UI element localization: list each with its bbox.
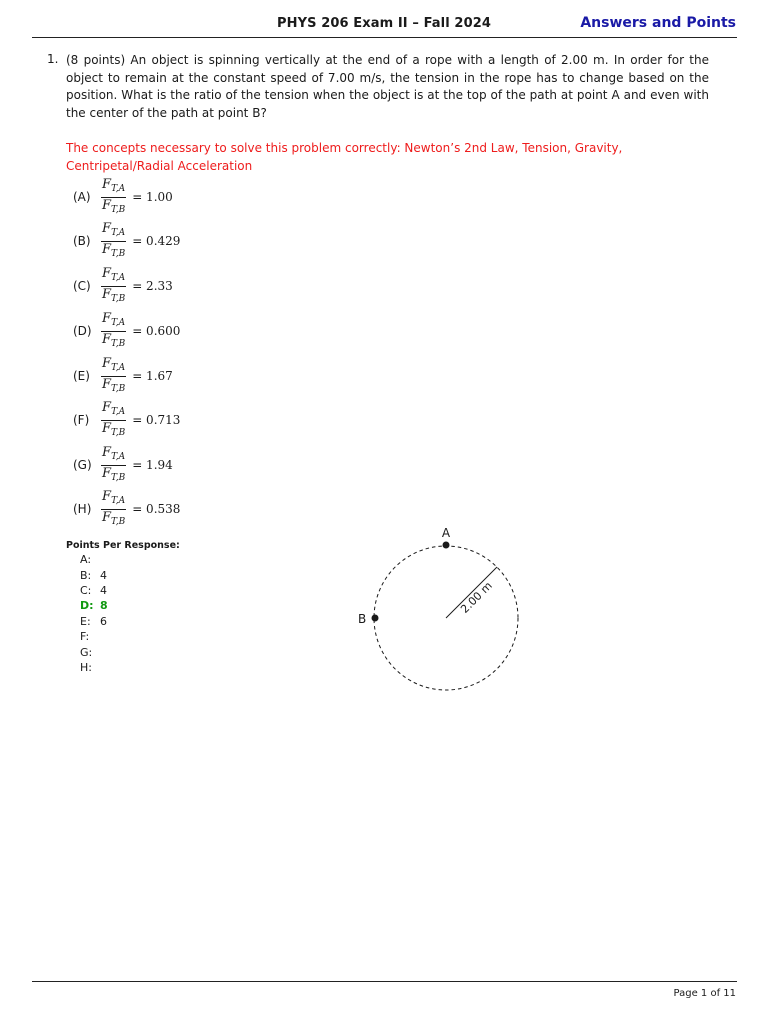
choice-e (73, 357, 173, 395)
question-number: 1. (47, 52, 59, 66)
exam-title: PHYS 206 Exam II – Fall 2024 (276, 16, 492, 31)
point-b-dot (372, 615, 379, 622)
choice-c (73, 267, 173, 305)
tension-ratio-fraction: $\frac{F_{T,A}}{F_{T,B}}$ (102, 399, 126, 438)
tension-ratio-fraction: $\frac{F_{T,A}}{F_{T,B}}$ (102, 265, 126, 304)
choice-value: = 0.429 (132, 234, 181, 248)
choice-label: (C) (73, 279, 91, 293)
page-number: Page 1 of 11 (673, 988, 736, 999)
points-row-d-correct: D: 8 (80, 599, 108, 612)
points-row-f: F: (80, 630, 90, 643)
points-row-b: B: 4 (80, 569, 107, 582)
footer-divider (32, 981, 737, 982)
choice-d (73, 312, 180, 350)
point-a-dot (443, 542, 450, 549)
points-row-c: C: 4 (80, 584, 107, 597)
choice-label: (G) (73, 458, 92, 472)
choice-label: (A) (73, 190, 91, 204)
choice-value: = 0.538 (132, 502, 181, 516)
tension-ratio-fraction: $\frac{F_{T,A}}{F_{T,B}}$ (102, 220, 126, 259)
choice-b (73, 222, 180, 260)
choice-value: = 0.600 (132, 324, 181, 338)
point-a-label: A (441, 526, 451, 540)
answers-and-points-label: Answers and Points (580, 15, 736, 31)
tension-ratio-fraction: $\frac{F_{T,A}}{F_{T,B}}$ (102, 444, 126, 483)
choice-label: (D) (73, 324, 92, 338)
choice-value: = 1.67 (132, 369, 173, 383)
choice-label: (F) (73, 413, 90, 427)
point-b-label: B (358, 612, 367, 626)
choice-a (73, 178, 173, 216)
choice-value: = 1.00 (132, 190, 173, 204)
points-row-a: A: (80, 553, 92, 566)
points-row-h: H: (80, 661, 92, 674)
concepts-note: The concepts necessary to solve this problem correctly: Newton’s 2nd Law, Tension, Gravity, Centripetal/Radial Acceleration (66, 141, 623, 173)
choice-label: (B) (73, 234, 91, 248)
choice-value: = 2.33 (132, 279, 173, 293)
choice-g (73, 446, 173, 484)
choice-value: = 0.713 (132, 413, 181, 427)
header-divider (32, 37, 737, 38)
question-text: (8 points) An object is spinning vertically at the end of a rope with a length of 2.00 m. In order for the object to remain at the constant speed of 7.00 m/s, the tension in the rope has to change based on the position. What is the ratio of the tension when the object is at the top of the path at point A and even with the center of the path at point B? (66, 53, 709, 120)
points-row-e: E: 6 (80, 615, 107, 628)
choice-value: = 1.94 (132, 458, 173, 472)
tension-ratio-fraction: $\frac{F_{T,A}}{F_{T,B}}$ (102, 488, 126, 527)
choice-label: (H) (73, 502, 92, 516)
radius-label: 2.00 m (458, 579, 495, 616)
tension-ratio-fraction: $\frac{F_{T,A}}{F_{T,B}}$ (102, 355, 126, 394)
choice-label: (E) (73, 369, 90, 383)
tension-ratio-fraction: $\frac{F_{T,A}}{F_{T,B}}$ (102, 176, 126, 215)
choice-f (73, 401, 180, 439)
points-row-g: G: (80, 646, 93, 659)
points-per-response-title: Points Per Response: (66, 540, 180, 551)
tension-ratio-fraction: $\frac{F_{T,A}}{F_{T,B}}$ (102, 310, 126, 349)
circular-path-diagram (340, 520, 540, 705)
choice-h (73, 490, 180, 528)
